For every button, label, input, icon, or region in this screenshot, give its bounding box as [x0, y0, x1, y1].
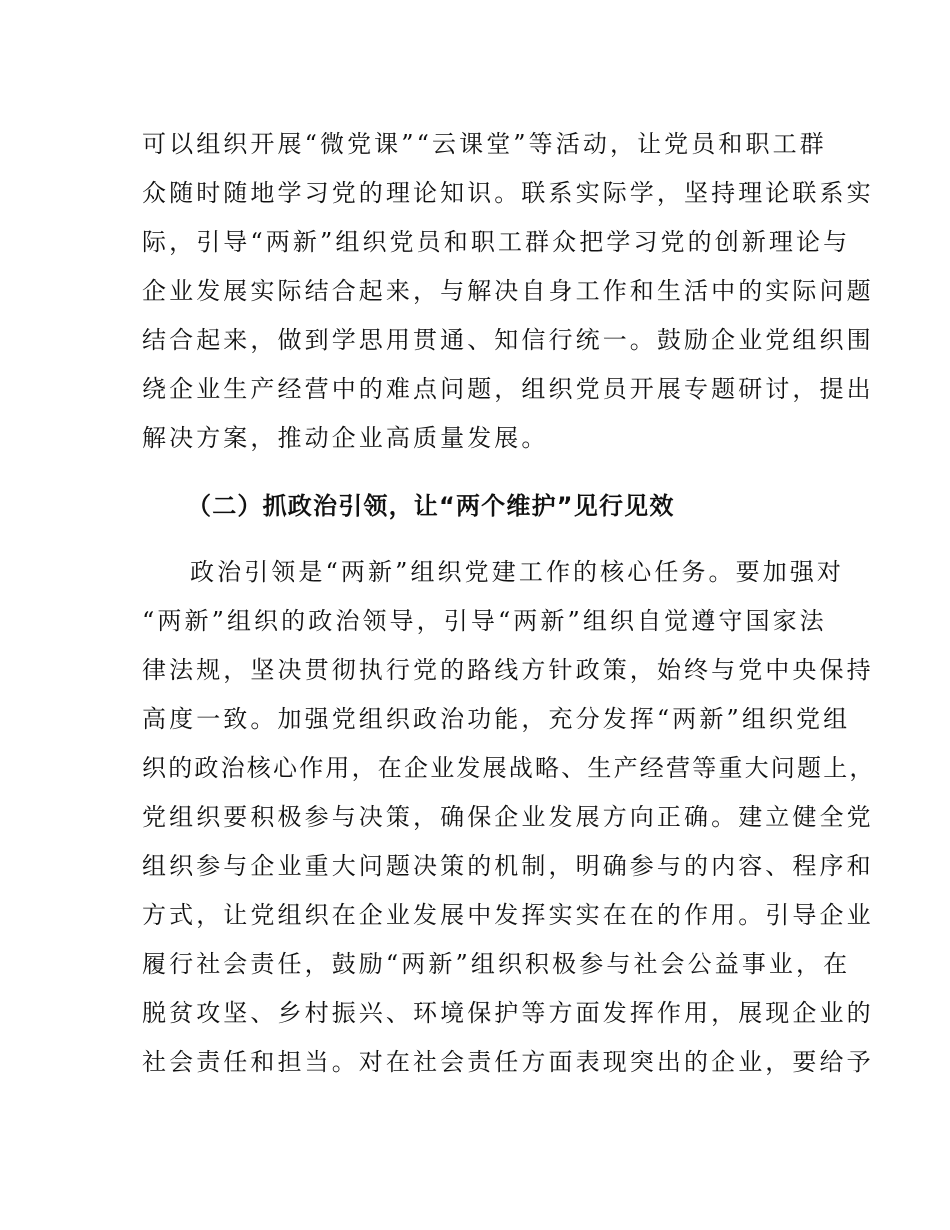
paragraph-2-line-2: “两新”组织的政治领导，引导“两新”组织自觉遵守国家法	[142, 607, 827, 635]
paragraph-1-line-5: 结合起来，做到学思用贯通、知信行统一。鼓励企业党组织围	[142, 326, 874, 354]
paragraph-2-line-3: 律法规，坚决贯彻执行党的路线方针政策，始终与党中央保持	[142, 656, 874, 684]
paragraph-2-line-1: 政治引领是“两新”组织党建工作的核心任务。要加强对	[190, 558, 845, 586]
paragraph-2-line-7: 组织参与企业重大问题决策的机制，明确参与的内容、程序和	[142, 852, 874, 880]
paragraph-1-line-3: 际，引导“两新”组织党员和职工群众把学习党的创新理论与	[142, 228, 851, 256]
paragraph-2-line-4: 高度一致。加强党组织政治功能，充分发挥“两新”组织党组	[142, 705, 851, 733]
section-heading: （二）抓政治引领，让“两个维护”见行见效	[187, 492, 675, 520]
paragraph-1-line-6: 绕企业生产经营中的难点问题，组织党员开展专题研讨，提出	[142, 375, 874, 403]
paragraph-1-line-1: 可以组织开展“微党课”“云课堂”等活动，让党员和职工群	[142, 130, 827, 158]
paragraph-2-line-11: 社会责任和担当。对在社会责任方面表现突出的企业，要给予	[142, 1048, 874, 1076]
paragraph-2-line-5: 织的政治核心作用，在企业发展战略、生产经营等重大问题上，	[142, 754, 876, 782]
paragraph-2-line-8: 方式，让党组织在企业发展中发挥实实在在的作用。引导企业	[142, 901, 874, 929]
paragraph-2-line-6: 党组织要积极参与决策，确保企业发展方向正确。建立健全党	[142, 803, 874, 831]
paragraph-2-line-9: 履行社会责任，鼓励“两新”组织积极参与社会公益事业，在	[142, 950, 851, 978]
paragraph-1-line-7: 解决方案，推动企业高质量发展。	[142, 424, 549, 452]
paragraph-1-line-4: 企业发展实际结合起来，与解决自身工作和生活中的实际问题	[142, 277, 874, 305]
paragraph-1-line-2: 众随时随地学习党的理论知识。联系实际学，坚持理论联系实	[142, 179, 874, 207]
paragraph-2-line-10: 脱贫攻坚、乡村振兴、环境保护等方面发挥作用，展现企业的	[142, 999, 874, 1027]
